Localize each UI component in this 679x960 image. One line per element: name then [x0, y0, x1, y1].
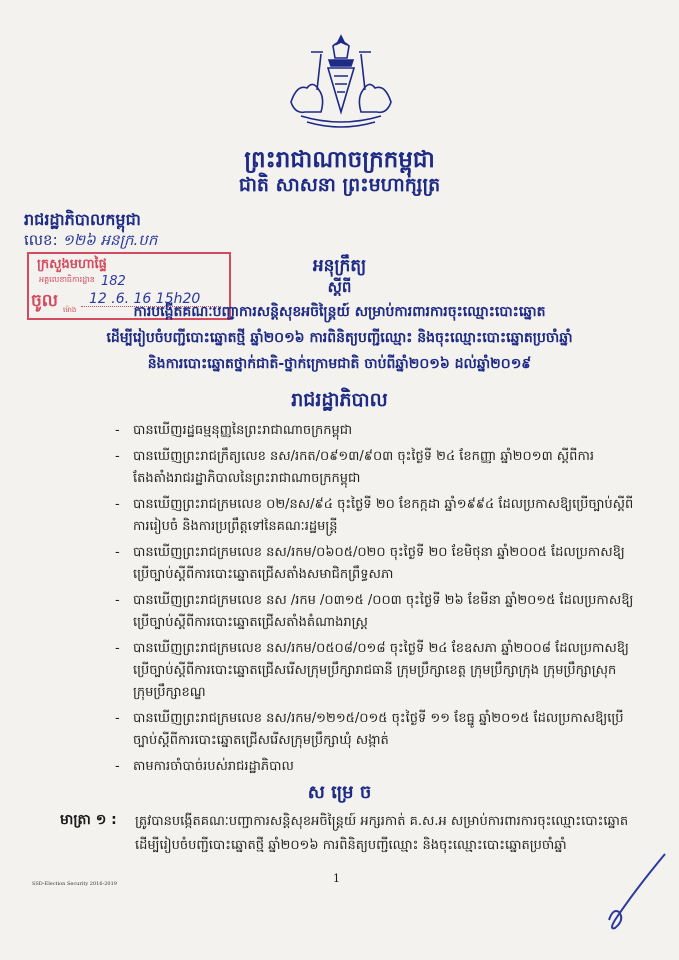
stamp-number: 182	[101, 274, 126, 289]
stamp-date: 12 .6. 16 15h20	[89, 291, 201, 307]
recital-item: - បានឃើញព្រះរាជក្រមលេខ ០២/នស/៩៤ ចុះថ្ងៃទី ២០ ខែកក្កដា ឆ្នាំ១៩៩៤ ដែលប្រកាសឱ្យប្រើច្បាប់ស្តីពីការរៀបចំ និងការប្រព្រឹត្តទៅនៃគណៈរដ្ឋមន្ត្រី	[115, 497, 634, 534]
handwritten-signature-icon	[585, 850, 675, 935]
stamp-line-label: ម៉ោង	[63, 306, 77, 314]
reference-number	[24, 231, 157, 253]
royal-coat-of-arms-icon	[281, 32, 401, 132]
subject-label: ស្តីពី	[327, 278, 352, 296]
recital-item: - តាមការចាំបាច់របស់រាជរដ្ឋាភិបាល	[115, 759, 294, 774]
stamp-title: ក្រសួងមហាផ្ទៃ	[37, 257, 107, 272]
government-heading: រាជរដ្ឋាភិបាល	[291, 389, 388, 411]
reference-label: លេខ:	[24, 231, 58, 249]
recitals-list	[115, 420, 635, 782]
title-line: ការបង្កើតគណៈបញ្ជាការសន្តិសុខអចិន្ត្រៃយ៍ សម្រាប់ការពារការចុះឈ្មោះបោះឆ្នោត	[133, 304, 546, 320]
article-text: ត្រូវបានបង្កើតគណៈបញ្ជាការសន្តិសុខអចិន្ត្រៃយ៍ អក្សរកាត់ គ.ស.អ សម្រាប់ការពារការចុះឈ្មោះបោះឆ្នោតដើម្បីរៀបចំបញ្ជីបោះឆ្នោតថ្មី ឆ្នាំ២០១៦ ការពិនិត្យបញ្ជីឈ្មោះ និងចុះឈ្មោះបោះឆ្នោតប្រចាំឆ្នាំ	[135, 814, 629, 853]
title-line: ដើម្បីរៀបចំបញ្ជីបោះឆ្នោតថ្មី ឆ្នាំ២០១៦ ការពិនិត្យបញ្ជីឈ្មោះ និងចុះឈ្មោះបោះឆ្នោតប្រចាំឆ្នាំ	[106, 330, 573, 346]
national-motto: ជាតិ សាសនា ព្រះមហាក្សត្រ	[238, 174, 441, 196]
recital-item: - បានឃើញព្រះរាជក្រមលេខ នស/រកម/០៥០៨/០១៨ ចុះថ្ងៃទី ២៤ ខែឧសភា ឆ្នាំ២០០៨ ដែលប្រកាសឱ្យប្រើច្បាប់ស្តីពីការបោះឆ្នោតជ្រើសរើសក្រុមប្រឹក្សារាជធានី ក្រុមប្រឹក្សាខេត្ត ក្រុមប្រឹក្សាក្រុង ក្រុមប្រឹក្សាស្រុក ក្រុមប្រឹក្សាខណ្ឌ	[115, 641, 629, 700]
recital-item: - បានឃើញព្រះរាជក្រឹត្យលេខ នស/រកត/០៩១៣/៩០៣ ចុះថ្ងៃទី ២៤ ខែកញ្ញា ឆ្នាំ២០១៣ ស្តីពីការតែងតាំងរាជរដ្ឋាភិបាលនៃព្រះរាជាណាចក្រកម្ពុជា	[115, 449, 594, 486]
stamp-mark: ចូល	[31, 291, 58, 311]
decision-heading: ស ម្រេ ច	[307, 782, 372, 803]
kingdom-name: ព្រះរាជាណាចក្រកម្ពុជា	[244, 147, 435, 173]
title-line: និងការបោះឆ្នោតថ្នាក់ជាតិ-ថ្នាក់ក្រោមជាតិ ចាប់ពីឆ្នាំ២០១៦ ដល់ឆ្នាំ២០១៩	[147, 356, 532, 372]
document-type: អនុក្រឹត្យ	[312, 256, 367, 276]
recital-item: - បានឃើញព្រះរាជក្រមលេខ នស/រកម/០៦០៥/០២០ ចុះថ្ងៃទី ២០ ខែមិថុនា ឆ្នាំ២០០៥ ដែលប្រកាសឱ្យប្រើច្បាប់ស្តីពីការបោះឆ្នោតជ្រើសតាំងសមាជិកព្រឹទ្ធសភា	[115, 545, 625, 582]
recital-item: - បានឃើញរដ្ឋធម្មនុញ្ញនៃព្រះរាជាណាចក្រកម្ពុជា	[115, 423, 353, 438]
stamp-subtitle: អគ្គលេខាធិការដ្ឋាន	[39, 275, 95, 284]
recital-item: - បានឃើញព្រះរាជក្រមលេខ នស /រកម /០៣១៥ /០០៣ ចុះថ្ងៃទី ២៦ ខែមីនា ឆ្នាំ២០១៥ ដែលប្រកាសឱ្យប្រើច្បាប់ស្តីពីការបោះឆ្នោតជ្រើសតាំងតំណាងរាស្ត្រ	[115, 593, 634, 630]
footer-code: SSD-Election Security 2016-2019	[32, 881, 117, 887]
page-number: 1	[333, 872, 340, 885]
reference-value: ១២៦ អនក្រ.បក	[62, 231, 158, 249]
issuer-name: រាជរដ្ឋាភិបាលកម្ពុជា	[24, 210, 141, 229]
recital-item: - បានឃើញព្រះរាជក្រមលេខ នស/រកម/១២១៥/០១៥ ចុះថ្ងៃទី ១១ ខែធ្នូ ឆ្នាំ២០១៥ ដែលប្រកាសឱ្យប្រើច្បាប់ស្តីពីការបោះឆ្នោតជ្រើសរើសក្រុមប្រឹក្សាឃុំ សង្កាត់	[115, 711, 624, 748]
article-label: មាត្រា ១ :	[60, 812, 117, 828]
